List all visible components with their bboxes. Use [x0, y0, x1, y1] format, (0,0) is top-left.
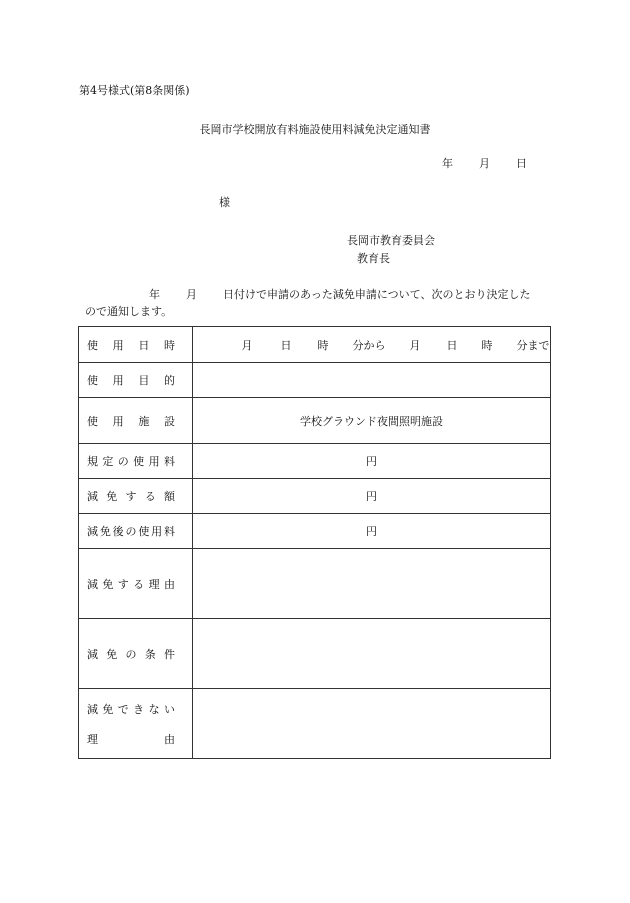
label-reduction-conditions: 減 免 の 条 件: [87, 647, 175, 661]
notice-body: [79, 286, 551, 320]
body-month: 月: [186, 288, 197, 301]
form-number-label: 第4号様式(第8条関係): [79, 84, 190, 97]
value-reduction-conditions[interactable]: [193, 619, 551, 689]
issuer-title: 教育長: [357, 252, 390, 265]
label-reduction-reason: 減 免 す る 理 由: [87, 577, 175, 591]
recipient-suffix: 様: [219, 196, 230, 209]
label-usage-datetime: 使 用 日 時: [87, 338, 175, 352]
label-usage-purpose: 使 用 目 的: [87, 374, 175, 387]
row-standard-fee: [79, 444, 551, 479]
row-facility: [79, 398, 551, 444]
row-fee-after-reduction: [79, 514, 551, 549]
value-reduction-reason[interactable]: [193, 549, 551, 619]
row-non-reduction-reason: [79, 689, 551, 759]
value-usage-purpose[interactable]: [193, 363, 551, 398]
label-fee-after-reduction: 減 免 後 の 使 用 料: [87, 525, 175, 538]
date-line: [442, 155, 527, 171]
date-day: 日: [516, 157, 527, 170]
value-fee-after-reduction[interactable]: 円: [193, 514, 551, 549]
value-non-reduction-reason[interactable]: [193, 689, 551, 759]
value-usage-datetime[interactable]: 月 日 時 分から 月 日 時 分まで: [193, 327, 551, 363]
label-non-reduction-reason: 減 免 で き な い 理 由: [87, 702, 175, 746]
body-text-line2: ので通知します。: [85, 305, 173, 318]
value-reduction-amount[interactable]: 円: [193, 479, 551, 514]
row-reduction-reason: [79, 549, 551, 619]
document-title: 長岡市学校開放有料施設使用料減免決定通知書: [199, 123, 431, 136]
date-month: 月: [479, 157, 490, 170]
row-usage-datetime: [79, 327, 551, 363]
label-reduction-amount: 減 免 す る 額: [87, 490, 175, 503]
issuer-organization: 長岡市教育委員会: [347, 234, 435, 247]
date-year: 年: [442, 157, 453, 170]
row-reduction-amount: [79, 479, 551, 514]
row-usage-purpose: [79, 363, 551, 398]
label-standard-fee: 規 定 の 使 用 料: [87, 455, 175, 468]
value-facility: 学校グラウンド夜間照明施設: [193, 398, 551, 444]
decision-table: [78, 326, 551, 759]
body-year: 年: [149, 288, 160, 301]
row-reduction-conditions: [79, 619, 551, 689]
label-facility: 使 用 施 設: [87, 414, 175, 428]
body-text-line1: 日付けで申請のあった減免申請について、次のとおり決定した: [223, 288, 531, 301]
value-standard-fee[interactable]: 円: [193, 444, 551, 479]
